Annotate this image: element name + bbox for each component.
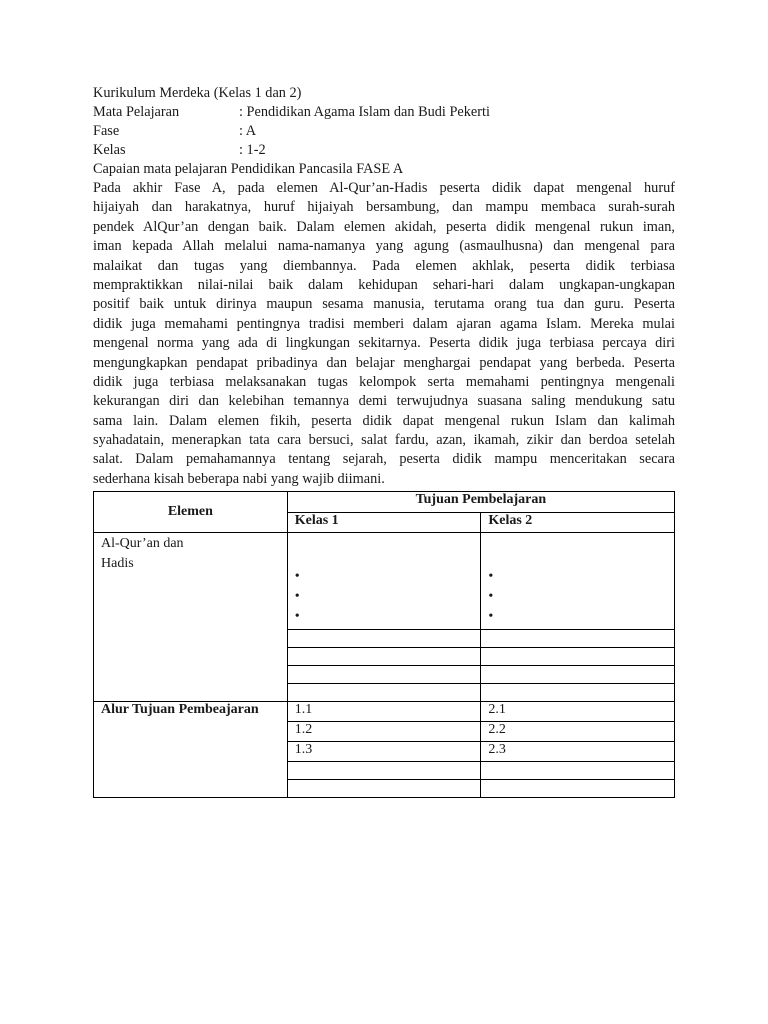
empty-cell xyxy=(287,666,481,684)
empty-cell xyxy=(481,648,675,666)
alur-tujuan-label: Alur Tujuan Pembeajaran xyxy=(94,702,288,798)
empty-cell xyxy=(287,780,481,798)
alur-kelas-1-cell: 1.1 xyxy=(287,702,481,722)
field-fase xyxy=(93,122,675,141)
bullet-item: • xyxy=(294,569,300,584)
paragraph-line: sama lain. Dalam elemen fikih, peserta didik dapat mengenal rukun Islam dan kalimah xyxy=(93,412,675,429)
alur-kelas-2-cell: 2.2 xyxy=(481,722,675,742)
kelas-2-bullets xyxy=(481,533,675,630)
paragraph-line: mengungkapkan pendapat pribadinya dan belajar menghargai pendapat yang berbeda. Peserta xyxy=(93,354,675,371)
table-row xyxy=(94,533,675,630)
paragraph-line: iman kepada Allah melalui nama-namanya yang agung (asmaulhusna) dan mengenal para xyxy=(93,238,675,255)
paragraph-line: malaikat dan tugas yang diembannya. Pada elemen akhlak, peserta didik terbiasa xyxy=(93,257,675,274)
empty-cell xyxy=(481,630,675,648)
document-subtitle: Capaian mata pelajaran Pendidikan Pancasila FASE A xyxy=(93,161,404,177)
paragraph-line: positif baik untuk dirinya maupun sesama manusia, terutama orang tua dan guru. Peserta xyxy=(93,296,675,313)
empty-cell xyxy=(287,684,481,702)
field-label: Kelas xyxy=(93,142,126,158)
paragraph-line: mengenal norma yang ada di lingkungan sekitarnya. Peserta didik juga terbiasa percaya diri xyxy=(93,335,675,352)
elemen-label-line: Al-Qur’an dan xyxy=(101,536,184,551)
paragraph-line: kekurangan diri dan kelebihan temannya demi terwujudnya suasana saling mendukung satu xyxy=(93,393,675,410)
paragraph-line: mempraktikkan nilai-nilai baik dalam kehidupan sehari-hari dalam ungkapan-ungkapan xyxy=(93,276,675,293)
bullet-item: • xyxy=(488,589,494,604)
field-value: : Pendidikan Agama Islam dan Budi Pekerti xyxy=(239,104,490,120)
header-kelas-1: Kelas 1 xyxy=(287,513,481,533)
bullet-item: • xyxy=(488,569,494,584)
tujuan-pembelajaran-table xyxy=(93,491,675,798)
empty-cell xyxy=(481,762,675,780)
paragraph-line: hijaiyah dan harakatnya, huruf hijaiyah bersambung, dan mampu membaca surah-surah xyxy=(93,199,675,216)
empty-cell xyxy=(481,684,675,702)
alur-kelas-1-cell: 1.2 xyxy=(287,722,481,742)
document-title: Kurikulum Merdeka (Kelas 1 dan 2) xyxy=(93,85,302,101)
paragraph-line: pendek AlQur’an dengan baik. Dalam elemen akidah, peserta didik mengenal rukun iman, xyxy=(93,218,675,235)
empty-cell xyxy=(287,630,481,648)
kelas-1-bullets xyxy=(287,533,481,630)
empty-cell xyxy=(481,780,675,798)
alur-kelas-2-cell: 2.1 xyxy=(481,702,675,722)
field-value: : 1-2 xyxy=(239,142,266,158)
alur-kelas-1-cell: 1.3 xyxy=(287,742,481,762)
document-header xyxy=(93,84,675,489)
alur-kelas-2-cell: 2.3 xyxy=(481,742,675,762)
field-label: Mata Pelajaran xyxy=(93,104,180,120)
field-mata-pelajaran xyxy=(93,103,675,122)
elemen-al-quran-hadis xyxy=(94,533,288,702)
header-elemen: Elemen xyxy=(94,492,288,533)
empty-cell xyxy=(481,666,675,684)
field-kelas xyxy=(93,141,675,160)
bullet-item: • xyxy=(294,589,300,604)
header-kelas-2: Kelas 2 xyxy=(481,513,675,533)
paragraph-line: didik juga terbiasa melaksanakan tugas kelompok serta memahami pentingnya mengenali xyxy=(93,373,675,390)
header-tujuan: Tujuan Pembelajaran xyxy=(287,492,674,513)
bullet-item: • xyxy=(488,609,494,624)
table-row xyxy=(94,702,675,722)
paragraph-line: salat. Dalam pemahamannya tentang sejarah, peserta didik mampu menceritakan secara xyxy=(93,451,675,468)
field-label: Fase xyxy=(93,123,120,139)
capaian-paragraph xyxy=(93,179,675,489)
bullet-item: • xyxy=(294,609,300,624)
elemen-label-line: Hadis xyxy=(101,556,134,571)
empty-cell xyxy=(287,762,481,780)
paragraph-line: didik juga memahami pentingnya tradisi memberi dalam ajaran agama Islam. Mereka mulai xyxy=(93,315,675,332)
table-header-row xyxy=(94,492,675,513)
paragraph-line: Pada akhir Fase A, pada elemen Al-Qur’an-Hadis peserta didik dapat mengenal huruf xyxy=(93,180,675,196)
paragraph-line: sederhana kisah beberapa nabi yang wajib diimani. xyxy=(93,470,385,487)
paragraph-line: syahadatain, menerapkan tata cara bersuci, salat fardu, azan, ikamah, zikir dan berdoa setelah xyxy=(93,432,675,449)
empty-cell xyxy=(287,648,481,666)
field-value: : A xyxy=(239,123,257,139)
